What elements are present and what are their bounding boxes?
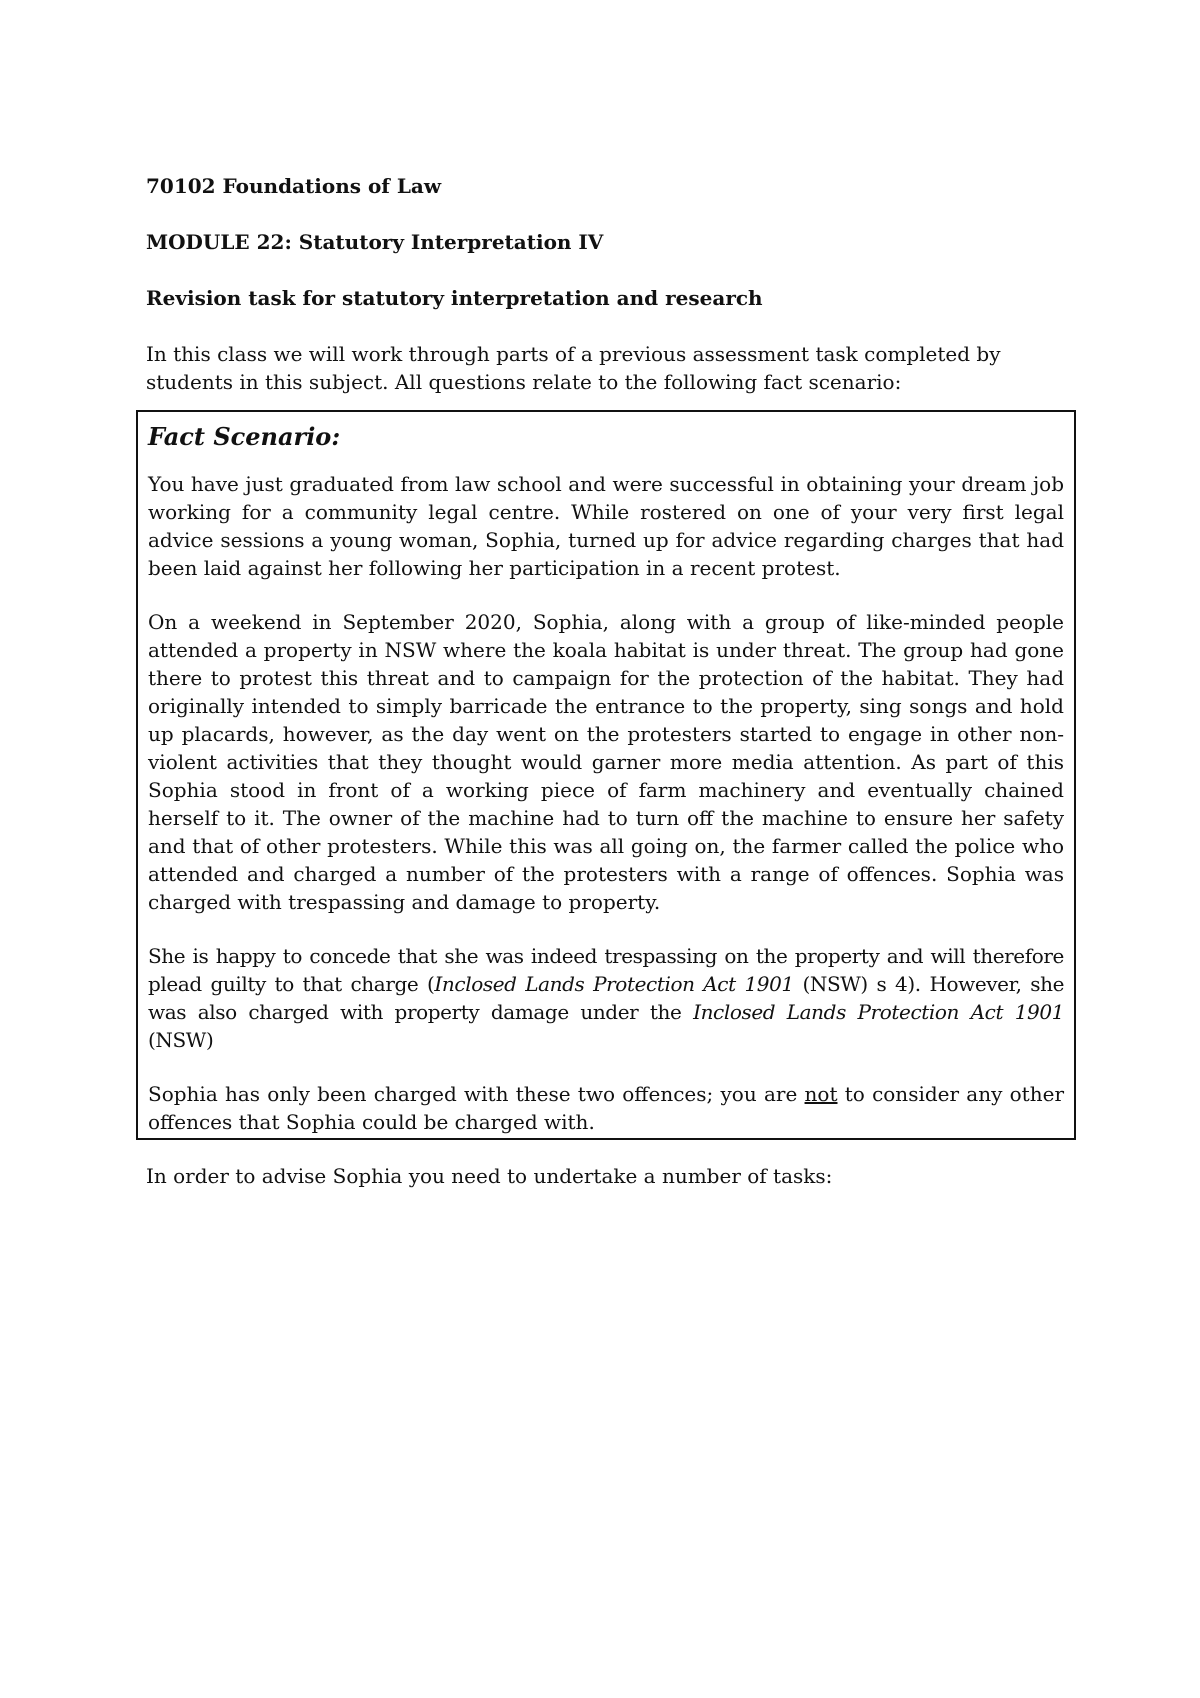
scenario-paragraph-4 — [148, 1080, 1064, 1136]
scenario-paragraph-1: You have just graduated from law school and were successful in obtaining your dream job working for a community legal centre. While rostered on one of your very first legal advice sessions a young woman, Sophia, turned up for advice regarding charges that had been laid against her following her participation in a recent protest. — [148, 472, 1064, 580]
p3-text-1: She is happy to concede that she was indeed trespassing on the property and will therefore plead guilty to that charge ( — [148, 944, 1064, 996]
intro-paragraph: In this class we will work through parts of a previous assessment task completed by students in this subject. All questions relate to the following fact scenario: — [146, 342, 1001, 394]
closing-paragraph: In order to advise Sophia you need to undertake a number of tasks: — [146, 1164, 833, 1188]
document-content — [146, 172, 1066, 1190]
p4-text-1: Sophia has only been charged with these two offences; you are — [148, 1082, 805, 1106]
p3-text-3: (NSW) — [148, 1028, 214, 1052]
scenario-paragraph-3 — [148, 942, 1064, 1054]
scenario-paragraph-2: On a weekend in September 2020, Sophia, along with a group of like-minded people attended a property in NSW where the koala habitat is under threat. The group had gone there to protest this threat and to campaign for the protection of the habitat. They had originally intended to simply barricade the entrance to the property, sing songs and hold up placards, however, as the day went on the protesters started to engage in other non-violent activities that they thought would garner more media attention. As part of this Sophia stood in front of a working piece of farm machinery and eventually chained herself to it. The owner of the machine had to turn off the machine to ensure her safety and that of other protesters. While this was all going on, the farmer called the police who attended and charged a number of the protesters with a range of offences. Sophia was charged with trespassing and damage to property. — [148, 610, 1064, 914]
task-title: Revision task for statutory interpretation and research — [146, 286, 763, 310]
p4-text-2: to consider any other offences that Sophia could be charged with. — [148, 1082, 1064, 1134]
module-title: MODULE 22: Statutory Interpretation IV — [146, 230, 604, 254]
fact-scenario-title: Fact Scenario: — [148, 422, 341, 451]
act-citation-1: Inclosed Lands Protection Act 1901 — [434, 972, 794, 996]
p3-text-2: (NSW) s 4). However, she was also charged with property damage under the — [148, 972, 1065, 1024]
fact-scenario-box — [136, 410, 1076, 1140]
act-citation-2: Inclosed Lands Protection Act 1901 — [693, 1000, 1064, 1024]
course-title: 70102 Foundations of Law — [146, 174, 442, 198]
not-emphasis: not — [804, 1082, 838, 1106]
